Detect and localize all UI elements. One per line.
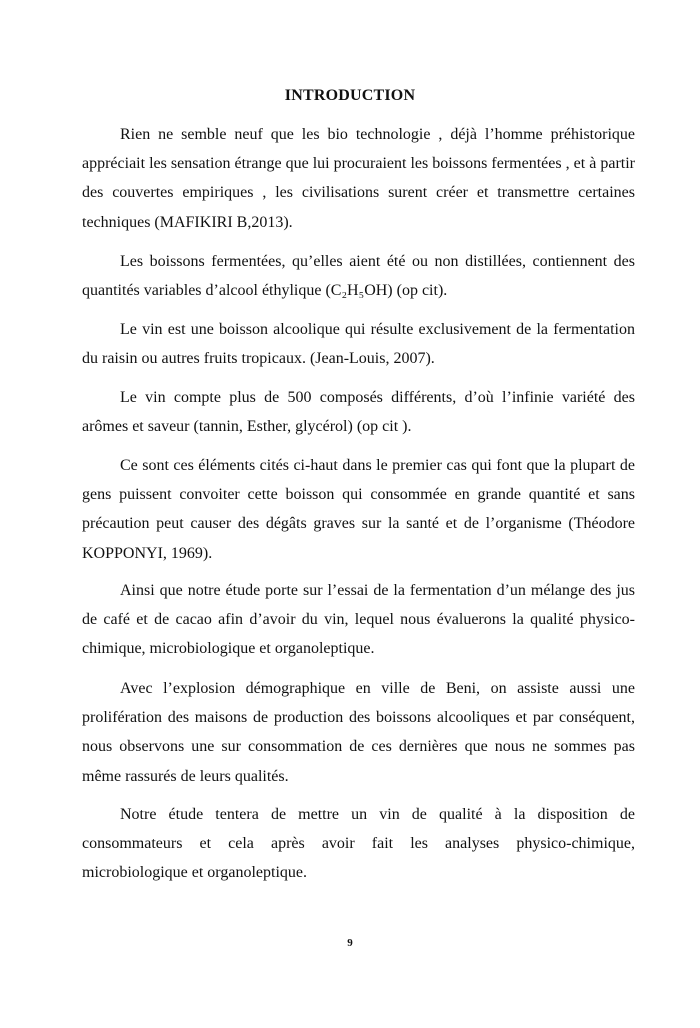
paragraph-3: Le vin est une boisson alcoolique qui résulte exclusivement de la fermentation du raisin ou autres fruits tropicaux. (Jean-Louis, 2007). [82, 321, 635, 368]
paragraph-7: Avec l’explosion démographique en ville de Beni, on assiste aussi une prolifération des maisons de production des boissons alcooliques et par conséquent, nous observons une sur consommation de ces dernières que nous ne sommes pas même rassurés de leurs qualités. [82, 680, 635, 785]
paragraph-1: Rien ne semble neuf que les bio technologie , déjà l’homme préhistorique appréciait les sensation étrange que lui procuraient les boissons fermentées , et à partir des couvertes empiriques , les civilisations surent créer et transmettre certaines techniques (MAFIKIRI B,2013). [82, 126, 635, 231]
paragraph-5: Ce sont ces éléments cités ci-haut dans le premier cas qui font que la plupart de gens puissent convoiter cette boisson qui consommée en grande quantité et sans précaution peut causer des dégâts graves sur la santé et de l’organisme (Théodore KOPPONYI, 1969). [82, 457, 635, 562]
page-title: INTRODUCTION [284, 87, 416, 104]
paragraph-8: Notre étude tentera de mettre un vin de qualité à la disposition de consommateurs et cela après avoir fait les analyses physico-chimique, microbiologique et organoleptique. [82, 806, 635, 882]
paragraph-4: Le vin compte plus de 500 composés différents, d’où l’infinie variété des arômes et saveur (tannin, Esther, glycérol) (op cit ). [82, 389, 635, 436]
paragraph-2: Les boissons fermentées, qu’elles aient été ou non distillées, contiennent des quantités variables d’alcool éthylique (C₂H₅OH) (op cit). [82, 253, 635, 300]
page-number: 9 [347, 937, 353, 949]
paragraph-6: Ainsi que notre étude porte sur l’essai de la fermentation d’un mélange des jus de café et de cacao afin d’avoir du vin, lequel nous évaluerons la qualité physico-chimique, microbiologique et organoleptique. [82, 582, 635, 658]
